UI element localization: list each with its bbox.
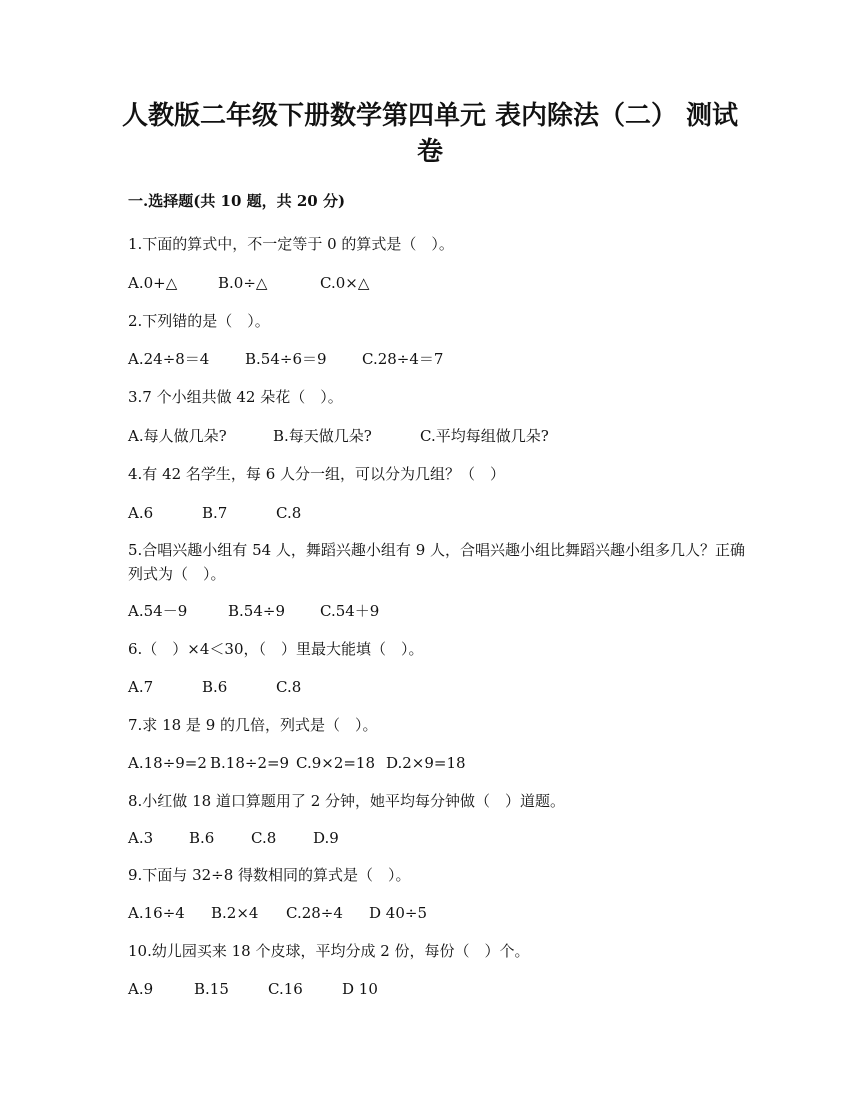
option-a: A.0+△ <box>128 274 178 292</box>
option-a: A.3 <box>128 829 154 847</box>
option-c: C.平均每组做几朵? <box>420 427 549 445</box>
question-1: 1.下面的算式中，不一定等于 0 的算式是（ ）。 <box>128 235 454 253</box>
question-5-options <box>128 599 379 623</box>
option-d: D.2×9=18 <box>386 754 466 772</box>
question-2-options <box>128 347 443 371</box>
option-c: C.16 <box>268 980 303 998</box>
question-8-options <box>128 826 339 850</box>
option-b: B.0÷△ <box>218 274 268 292</box>
question-7: 7.求 18 是 9 的几倍，列式是（ ）。 <box>128 716 378 734</box>
question-2: 2.下列错的是（ ）。 <box>128 312 270 330</box>
question-9: 9.下面与 32÷8 得数相同的算式是（ ）。 <box>128 866 411 884</box>
question-10-options <box>128 977 378 1001</box>
option-c: C.0×△ <box>320 274 370 292</box>
option-b: B.15 <box>194 980 229 998</box>
option-a: A.24÷8＝4 <box>128 350 210 368</box>
question-1-options <box>128 271 369 295</box>
option-b: B.54÷9 <box>228 602 285 620</box>
question-10: 10.幼儿园买来 18 个皮球，平均分成 2 份，每份（ ）个。 <box>128 942 530 960</box>
question-6-options <box>128 675 301 699</box>
option-b: B.6 <box>189 829 215 847</box>
section-heading: 一.选择题(共 10 题，共 20 分) <box>128 192 346 210</box>
option-b: B.18÷2=9 <box>210 754 290 772</box>
option-c: C.28÷4＝7 <box>362 350 444 368</box>
question-4-options <box>128 501 301 525</box>
option-a: A.6 <box>128 504 154 522</box>
question-3: 3.7 个小组共做 42 朵花（ ）。 <box>128 388 343 406</box>
option-a: A.18÷9=2 <box>128 754 207 772</box>
option-d: D.9 <box>313 829 339 847</box>
question-5: 5.合唱兴趣小组有 54 人，舞蹈兴趣小组有 9 人，合唱兴趣小组比舞蹈兴趣小组多几人？正确列式为（ ）。 <box>128 541 746 583</box>
question-9-options <box>128 901 427 925</box>
option-b: B.每天做几朵? <box>273 427 372 445</box>
question-4: 4.有 42 名学生，每 6 人分一组，可以分为几组？（ ） <box>128 465 506 483</box>
option-c: C.8 <box>251 829 277 847</box>
option-b: B.7 <box>202 504 228 522</box>
question-6: 6.（ ）×4＜30，（ ）里最大能填（ ）。 <box>128 640 424 658</box>
option-a: A.每人做几朵? <box>128 427 227 445</box>
option-c: C.8 <box>276 678 302 696</box>
option-b: B.2×4 <box>211 904 259 922</box>
question-3-options <box>128 424 549 448</box>
option-b: B.54÷6＝9 <box>245 350 327 368</box>
option-a: A.54－9 <box>128 602 188 620</box>
option-c: C.8 <box>276 504 302 522</box>
option-c: C.28÷4 <box>286 904 343 922</box>
option-a: A.16÷4 <box>128 904 185 922</box>
option-a: A.9 <box>128 980 154 998</box>
question-8: 8.小红做 18 道口算题用了 2 分钟，她平均每分钟做（ ）道题。 <box>128 792 566 810</box>
option-d: D 40÷5 <box>369 904 427 922</box>
page-title: 人教版二年级下册数学第四单元 表内除法（二） 测试卷 <box>121 101 739 167</box>
option-d: D 10 <box>342 980 378 998</box>
option-c: C.9×2=18 <box>296 754 376 772</box>
option-a: A.7 <box>128 678 154 696</box>
option-c: C.54＋9 <box>320 602 380 620</box>
option-b: B.6 <box>202 678 228 696</box>
question-7-options <box>128 751 466 775</box>
